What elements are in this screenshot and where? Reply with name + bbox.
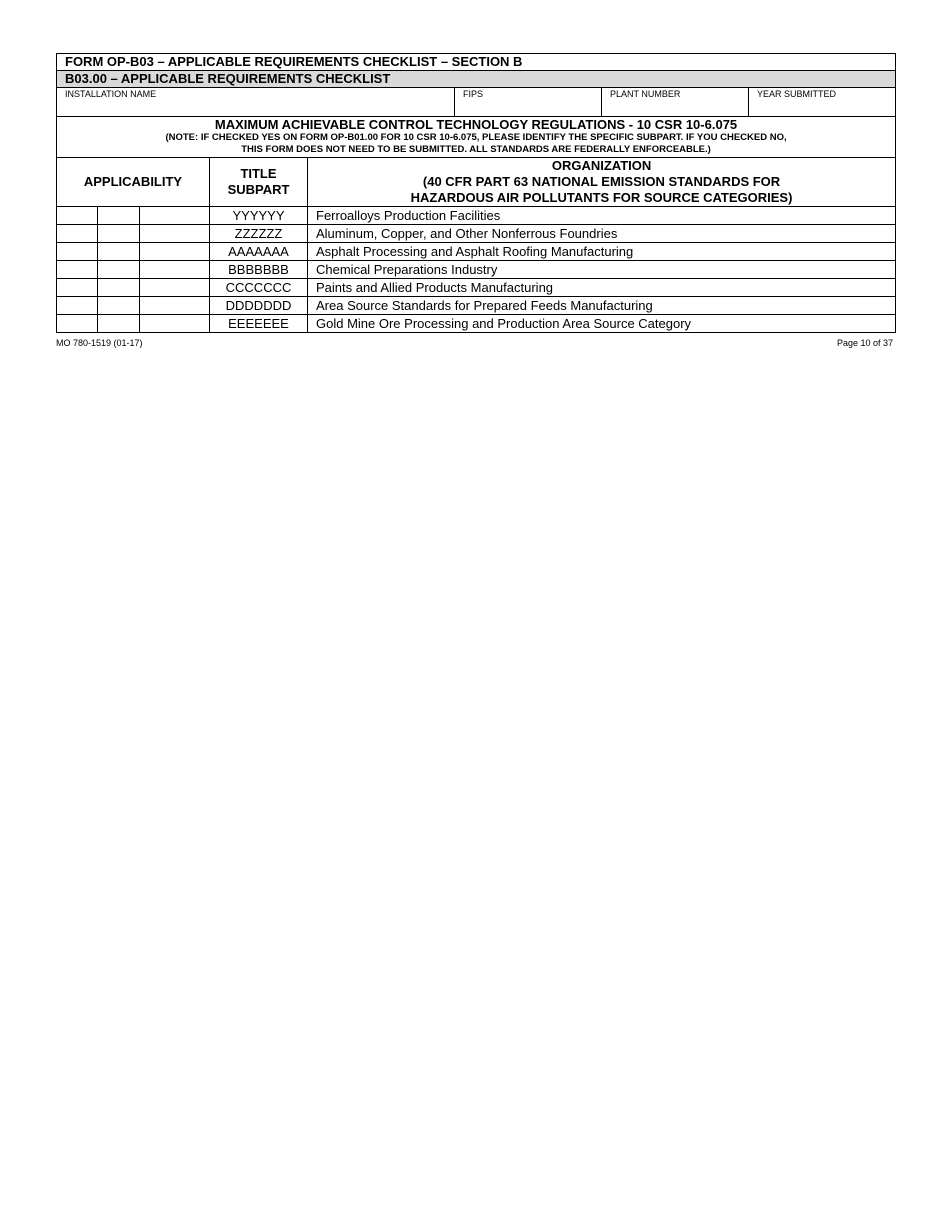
organization-name: Gold Mine Ore Processing and Production Area Source Category — [308, 315, 896, 333]
applicability-checkbox-3[interactable] — [140, 207, 210, 225]
applicability-checkbox-2[interactable] — [98, 279, 140, 297]
applicable-requirements-form — [56, 53, 895, 333]
page-number: Page 10 of 37 — [836, 338, 893, 348]
organization-header-line1: ORGANIZATION — [551, 158, 652, 173]
form-table — [56, 53, 896, 333]
table-row — [57, 261, 896, 279]
applicability-checkbox-3[interactable] — [140, 225, 210, 243]
regulation-title: MAXIMUM ACHIEVABLE CONTROL TECHNOLOGY REGULATIONS - 10 CSR 10-6.075 — [214, 117, 738, 132]
applicability-checkbox-2[interactable] — [98, 225, 140, 243]
regulation-note-line2: THIS FORM DOES NOT NEED TO BE SUBMITTED. ALL STANDARDS ARE FEDERALLY ENFORCEABLE.) — [241, 144, 711, 155]
applicability-header: APPLICABILITY — [57, 158, 210, 207]
section-title: B03.00 – APPLICABLE REQUIREMENTS CHECKLIST — [57, 71, 896, 88]
year-submitted-label: YEAR SUBMITTED — [757, 89, 837, 99]
applicability-checkbox-1[interactable] — [57, 243, 98, 261]
organization-name: Area Source Standards for Prepared Feeds Manufacturing — [308, 297, 896, 315]
table-row — [57, 297, 896, 315]
applicability-checkbox-2[interactable] — [98, 207, 140, 225]
form-title: FORM OP-B03 – APPLICABLE REQUIREMENTS CHECKLIST – SECTION B — [57, 54, 896, 71]
applicability-checkbox-2[interactable] — [98, 297, 140, 315]
organization-name: Paints and Allied Products Manufacturing — [308, 279, 896, 297]
regulation-heading — [57, 117, 896, 158]
applicability-checkbox-2[interactable] — [98, 243, 140, 261]
fips-field[interactable] — [455, 88, 602, 117]
applicability-checkbox-3[interactable] — [140, 279, 210, 297]
subpart-code: BBBBBBB — [210, 261, 308, 279]
applicability-checkbox-3[interactable] — [140, 315, 210, 333]
applicability-checkbox-1[interactable] — [57, 315, 98, 333]
applicability-checkbox-3[interactable] — [140, 243, 210, 261]
subpart-code: AAAAAAA — [210, 243, 308, 261]
applicability-checkbox-3[interactable] — [140, 261, 210, 279]
table-row — [57, 225, 896, 243]
applicability-checkbox-2[interactable] — [98, 261, 140, 279]
organization-name: Chemical Preparations Industry — [308, 261, 896, 279]
year-submitted-field[interactable] — [749, 88, 896, 117]
table-row — [57, 243, 896, 261]
subpart-code: CCCCCCC — [210, 279, 308, 297]
applicability-checkbox-1[interactable] — [57, 279, 98, 297]
organization-header — [308, 158, 896, 207]
title-subpart-header — [210, 158, 308, 207]
plant-number-field[interactable] — [602, 88, 749, 117]
title-header-line2: SUBPART — [227, 182, 290, 197]
applicability-checkbox-1[interactable] — [57, 261, 98, 279]
title-header-line1: TITLE — [240, 166, 277, 181]
organization-header-line2: (40 CFR PART 63 NATIONAL EMISSION STANDARDS FOR — [422, 174, 781, 189]
subpart-code: ZZZZZZ — [210, 225, 308, 243]
installation-name-field[interactable] — [57, 88, 455, 117]
subpart-code: EEEEEEE — [210, 315, 308, 333]
subpart-code: YYYYYY — [210, 207, 308, 225]
regulation-note-line1: (NOTE: IF CHECKED YES ON FORM OP-B01.00 FOR 10 CSR 10-6.075, PLEASE IDENTIFY THE SPECIFIC SUBPART. IF YOU CHECKED NO, — [165, 132, 787, 143]
organization-name: Asphalt Processing and Asphalt Roofing Manufacturing — [308, 243, 896, 261]
subpart-code: DDDDDDD — [210, 297, 308, 315]
table-row — [57, 207, 896, 225]
applicability-checkbox-2[interactable] — [98, 315, 140, 333]
applicability-checkbox-3[interactable] — [140, 297, 210, 315]
organization-name: Ferroalloys Production Facilities — [308, 207, 896, 225]
form-number: MO 780-1519 (01-17) — [56, 338, 143, 348]
fips-label: FIPS — [463, 89, 484, 99]
applicability-checkbox-1[interactable] — [57, 207, 98, 225]
table-row — [57, 315, 896, 333]
applicability-checkbox-1[interactable] — [57, 297, 98, 315]
applicability-checkbox-1[interactable] — [57, 225, 98, 243]
plant-number-label: PLANT NUMBER — [610, 89, 681, 99]
organization-name: Aluminum, Copper, and Other Nonferrous Foundries — [308, 225, 896, 243]
table-row — [57, 279, 896, 297]
installation-name-label: INSTALLATION NAME — [65, 89, 157, 99]
organization-header-line3: HAZARDOUS AIR POLLUTANTS FOR SOURCE CATEGORIES) — [410, 190, 793, 205]
